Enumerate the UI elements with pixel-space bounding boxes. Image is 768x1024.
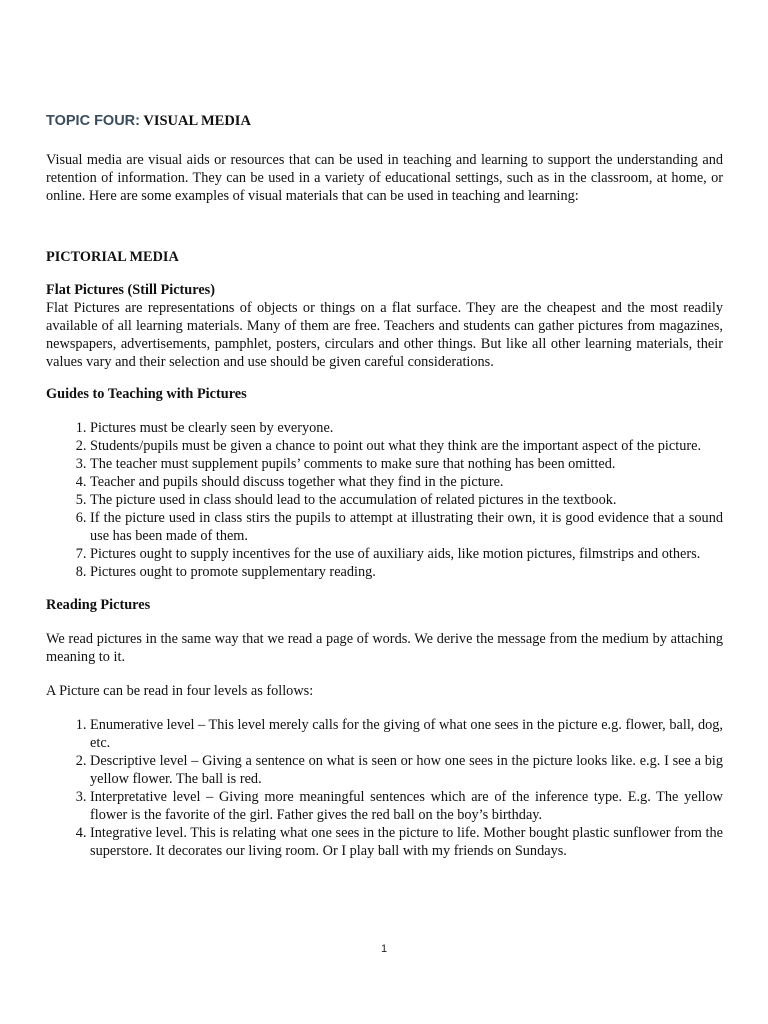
list-item: 1. Enumerative level – This level merely calls for the giving of what one sees in the picture e.g. flower, ball, dog, etc. (90, 716, 723, 752)
list-item: 4. Integrative level. This is relating what one sees in the picture to life. Mother bought plastic sunflower from the superstore. It decorates our living room. Or I play ball with my friends on Sundays. (90, 824, 723, 860)
document-page (46, 112, 723, 860)
page-title (46, 112, 723, 130)
flat-pictures-paragraph: Flat Pictures are representations of objects or things on a flat surface. They are the cheapest and the most readily available of all learning materials. Many of them are free. Teachers and students can gather pictures from magazines, newspapers, advertisements, pamphlet, posters, circulars and other things. But like all other learning materials, their values vary and their selection and use should be given careful considerations. (46, 300, 723, 370)
guides-heading: Guides to Teaching with Pictures (46, 386, 247, 402)
list-item: 7. Pictures ought to supply incentives for the use of auxiliary aids, like motion pictures, filmstrips and others. (90, 545, 723, 563)
list-item: 1. Pictures must be clearly seen by everyone. (90, 419, 723, 437)
levels-intro: A Picture can be read in four levels as follows: (46, 683, 314, 699)
list-item: 2. Students/pupils must be given a chance to point out what they think are the important aspect of the picture. (90, 437, 723, 455)
list-item: 6. If the picture used in class stirs the pupils to attempt at illustrating their own, it is good evidence that a sound use has been made of them. (90, 509, 723, 545)
reading-heading: Reading Pictures (46, 597, 151, 613)
intro-paragraph: Visual media are visual aids or resources that can be used in teaching and learning to support the understanding and retention of information. They can be used in a variety of educational settings, such as in the classroom, at home, or online. Here are some examples of visual materials that can be used in teaching and learning: (46, 152, 723, 204)
list-item: 8. Pictures ought to promote supplementary reading. (90, 563, 723, 581)
section-heading: PICTORIAL MEDIA (46, 249, 179, 265)
title-rest: VISUAL MEDIA (143, 113, 251, 129)
list-item: 2. Descriptive level – Giving a sentence on what is seen or how one sees in the picture looks like. e.g. I see a big yellow flower. The ball is red. (90, 752, 723, 788)
list-item: 4. Teacher and pupils should discuss together what they find in the picture. (90, 473, 723, 491)
list-item: 3. Interpretative level – Giving more meaningful sentences which are of the inference type. E.g. The yellow flower is the favorite of the girl. Father gives the red ball on the boy’s birthday. (90, 788, 723, 824)
flat-pictures-heading: Flat Pictures (Still Pictures) (46, 282, 216, 298)
reading-paragraph: We read pictures in the same way that we read a page of words. We derive the message from the medium by attaching meaning to it. (46, 631, 723, 665)
levels-list (46, 716, 723, 860)
title-lead: TOPIC FOUR: (46, 113, 140, 129)
list-item: 3. The teacher must supplement pupils’ comments to make sure that nothing has been omitted. (90, 455, 723, 473)
guides-list (46, 419, 723, 581)
page-number: 1 (380, 943, 388, 955)
list-item: 5. The picture used in class should lead to the accumulation of related pictures in the textbook. (90, 491, 723, 509)
